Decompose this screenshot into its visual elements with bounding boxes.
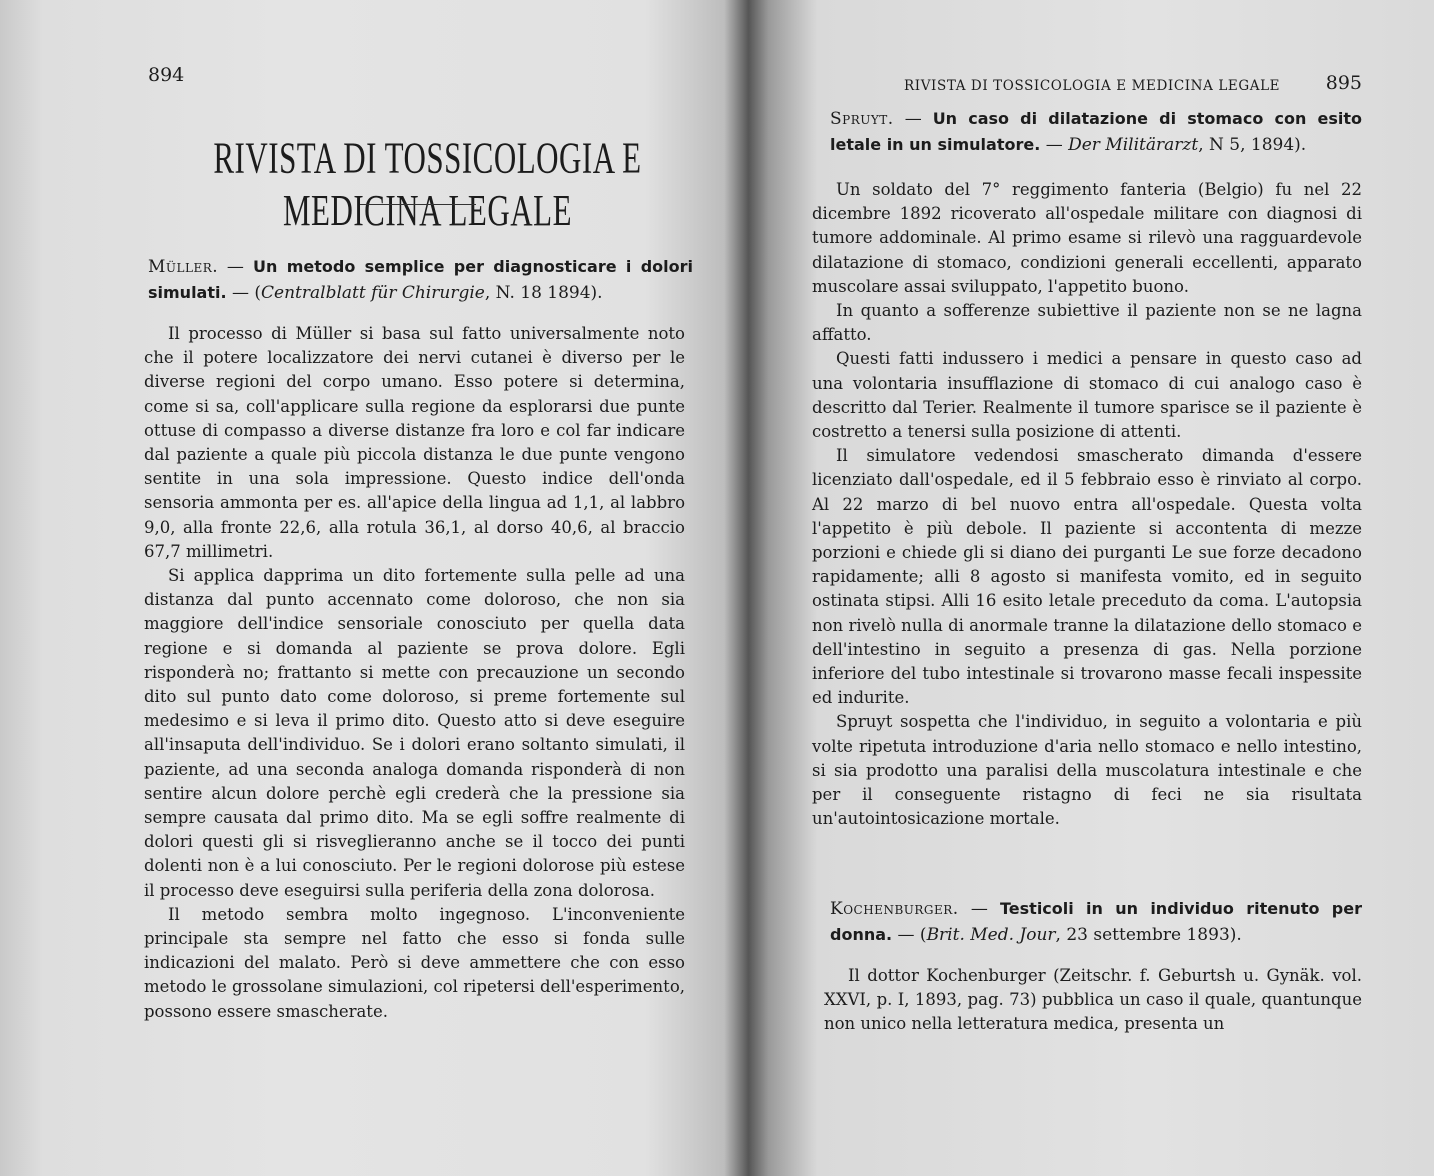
- page-number: 895: [1325, 72, 1362, 94]
- article-title: Un caso di dilatazione di stomaco con esito letale in un simulatore.: [830, 109, 1363, 154]
- article-body: [144, 322, 685, 1024]
- left-page: [142, 0, 693, 1176]
- title-rule: [360, 204, 476, 205]
- article-source-detail: , N. 18 1894).: [484, 283, 603, 303]
- paragraph: Un soldato del 7° reggimento fanteria (Belgio) fu nel 22 dicembre 1892 ricoverato all'ospedale militare con diagnosi di tumore addominale. Al primo esame si rilevò una ragguardevole dilatazione di stomaco, condizioni generali eccellenti, apparato muscolare assai sviluppato, l'appetito buono.: [812, 180, 1362, 296]
- article-title: Testicoli in un individuo ritenuto per donna.: [830, 899, 1362, 944]
- article-body: [824, 964, 1362, 1037]
- article-source-detail: , N 5, 1894).: [1198, 135, 1307, 155]
- paragraph: Questi fatti indussero i medici a pensare in questo caso ad una volontaria insufflazione di stomaco di cui analogo caso è descritto dal Terier. Realmente il tumore sparisce se il paziente è costretto a tenersi sulla posizione di attenti.: [812, 349, 1362, 442]
- paragraph: Si applica dapprima un dito fortemente sulla pelle ad una distanza dal punto accennato come doloroso, che non sia maggiore dell'indice sensoriale conosciuto per quella data regione e si domanda al paziente se prova dolore. Egli risponderà no; frattanto si mette con precauzione un secondo dito sul punto dato come doloroso, si preme fortemente sul medesimo e si leva il primo dito. Questo atto si deve eseguire all'insaputa dell'individuo. Se i dolori erano soltanto simulati, il paziente, ad una seconda analoga domanda risponderà di non sentire alcun dolore perchè egli crederà che la pressione sia sempre causata dal primo dito. Ma se egli soffre realmente di dolori questi gli si risveglieranno anche se il tocco dei punti dolenti non è a lui conosciuto. Per le regioni dolorose più estese il processo deve eseguirsi sulla periferia della zona dolorosa.: [144, 566, 685, 900]
- running-head: RIVISTA DI TOSSICOLOGIA E MEDICINA LEGALE: [904, 78, 1281, 94]
- article-author: Spruyt.: [830, 109, 894, 129]
- page-number: 894: [148, 64, 185, 86]
- article-heading: Spruyt. — Un caso di dilatazione di stomaco con esito letale in un simulatore. — Der Militärarzt, N 5, 1894).: [830, 109, 1363, 155]
- article-body: [812, 178, 1362, 831]
- paragraph: Spruyt sospetta che l'individuo, in seguito a volontaria e più volte ripetuta introduzione d'aria nello stomaco e nello intestino, si sia prodotto una paralisi della muscolatura intestinale e che per il conseguente ristagno di feci ne sia risultata un'autointosicazione mortale.: [812, 712, 1362, 829]
- article-source: Centralblatt für Chirurgie: [261, 283, 485, 303]
- right-page: [812, 0, 1363, 1176]
- paragraph: Il dottor Kochenburger (Zeitschr. f. Geburtsh u. Gynäk. vol. XXVI, p. I, 1893, pag. 73) pubblica un caso il quale, quantunque non unico nella letteratura medica, presenta un: [824, 966, 1362, 1034]
- paragraph: Il processo di Müller si basa sul fatto universalmente noto che il potere localizzatore dei nervi cutanei è diverso per le diverse regioni del corpo umano. Esso potere si determina, come si sa, coll'applicare sulla regione da esplorarsi due punte ottuse di compasso a diverse distanze fra loro e col far indicare dal paziente a quale più piccola distanza le due punte vengono sentite in una sola impressione. Questo indice dell'onda sensoria ammonta per es. all'apice della lingua ad 1,1, al labbro 9,0, alla fronte 22,6, alla rotula 36,1, al dorso 40,6, al braccio 67,7 millimetri.: [144, 324, 685, 561]
- journal-title: RIVISTA DI TOSSICOLOGIA E MEDICINA LEGALE: [213, 132, 642, 235]
- article-author: Müller: [148, 257, 213, 277]
- article-heading: Kochenburger. — Testicoli in un individuo ritenuto per donna. — (Brit. Med. Jour, 23 settembre 1893).: [830, 899, 1362, 945]
- article-heading: Müller. — Un metodo semplice per diagnosticare i dolori simulati. — (Centralblatt für Chirurgie, N. 18 1894).: [148, 257, 693, 303]
- paragraph: In quanto a sofferenze subiettive il paziente non se ne lagna affatto.: [812, 301, 1362, 345]
- paragraph: Il simulatore vedendosi smascherato dimanda d'essere licenziato dall'ospedale, ed il 5 febbraio esso è rinviato al corpo. Al 22 marzo di bel nuovo entra all'ospedale. Questa volta l'appetito è più debole. Il paziente si accontenta di mezze porzioni e chiede gli si diano dei purganti Le sue forze decadono rapidamente; alli 8 agosto si manifesta vomito, ed in seguito ostinata stipsi. Alli 16 esito letale preceduto da coma. L'autopsia non rivelò nulla di anormale tranne la dilatazione dello stomaco e dell'intestino in seguito a presenza di gas. Nella porzione inferiore del tubo intestinale si trovarono masse fecali inspessite ed indurite.: [812, 446, 1362, 708]
- article-source-detail: , 23 settembre 1893).: [1055, 925, 1242, 945]
- article-author: Kochenburger.: [830, 899, 959, 919]
- article-source: Der Militärarzt: [1068, 135, 1199, 155]
- article-source: Brit. Med. Jour: [926, 925, 1056, 945]
- article-title: Un metodo semplice per diagnosticare i dolori simulati.: [148, 257, 693, 302]
- paragraph: Il metodo sembra molto ingegnoso. L'inconveniente principale sta sempre nel fatto che esso si fonda sulle indicazioni del malato. Però si deve ammettere che con esso metodo le grossolane simulazioni, col ripetersi dell'esperimento, possono essere smascherate.: [144, 904, 685, 1021]
